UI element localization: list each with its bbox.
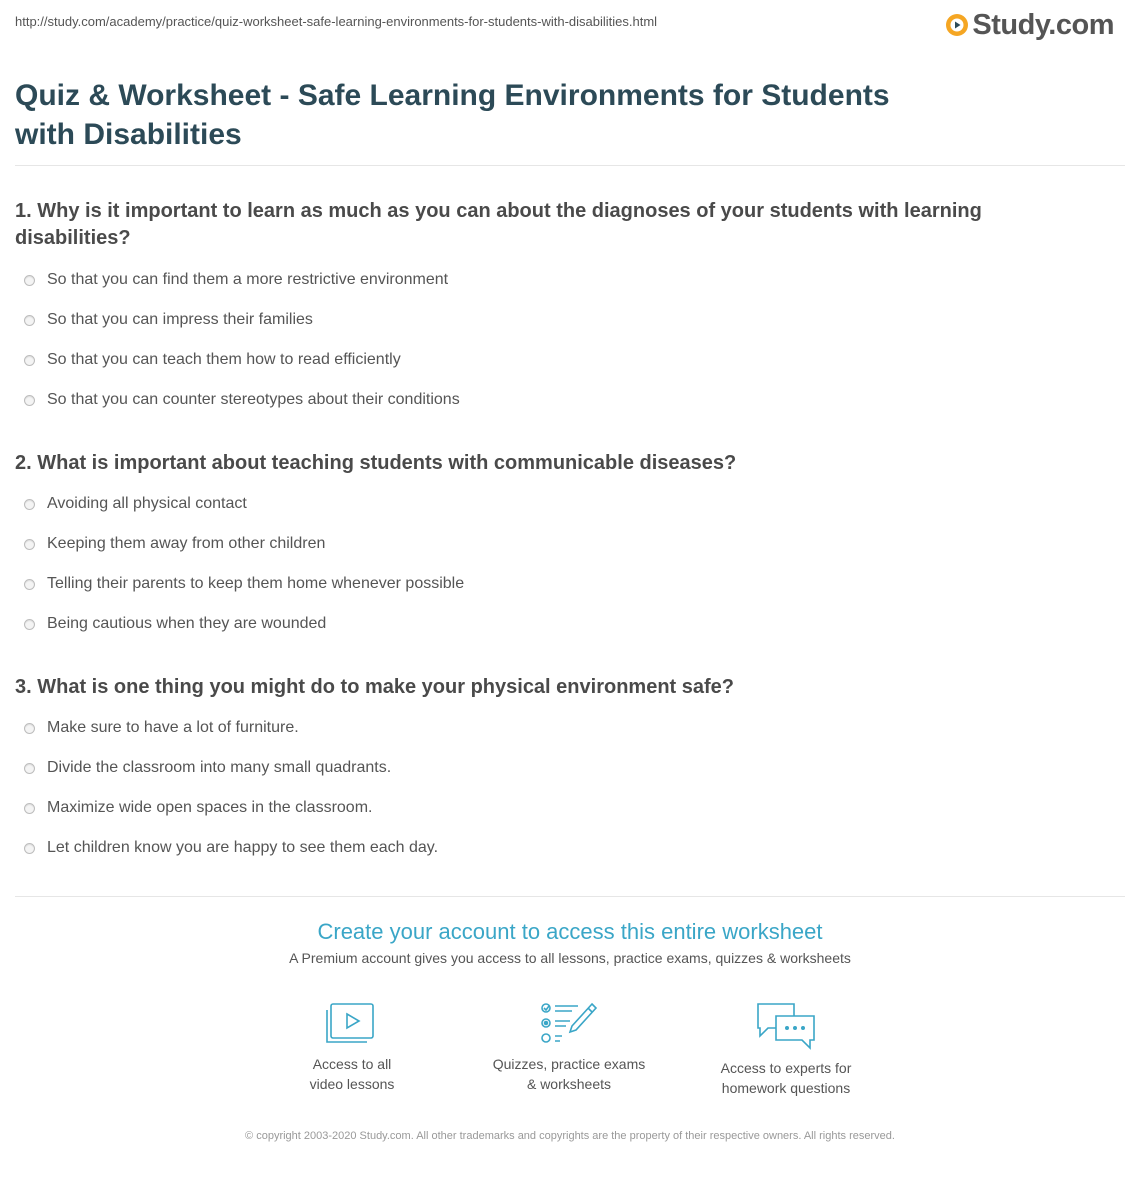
logo-text: Study.com bbox=[972, 9, 1114, 41]
page-title: Quiz & Worksheet - Safe Learning Environments for Students with Disabilities bbox=[15, 79, 890, 151]
option-label: So that you can counter stereotypes about their conditions bbox=[47, 391, 460, 408]
answer-option[interactable] bbox=[24, 533, 325, 555]
feature-quizzes bbox=[469, 1000, 669, 1094]
chat-bubbles-icon bbox=[754, 1000, 818, 1050]
option-label: So that you can teach them how to read efficiently bbox=[47, 351, 401, 368]
option-label: Make sure to have a lot of furniture. bbox=[47, 719, 299, 736]
video-lessons-icon bbox=[325, 1000, 379, 1046]
radio-button[interactable] bbox=[24, 355, 35, 366]
feature-label: Access to experts for homework questions bbox=[720, 1060, 852, 1096]
radio-button[interactable] bbox=[24, 395, 35, 406]
answer-option[interactable] bbox=[24, 757, 391, 779]
question-text: 2. What is important about teaching students with communicable diseases? bbox=[15, 452, 737, 474]
answer-option[interactable] bbox=[24, 613, 326, 635]
radio-button[interactable] bbox=[24, 539, 35, 550]
radio-button[interactable] bbox=[24, 499, 35, 510]
feature-video-lessons bbox=[252, 1000, 452, 1094]
radio-button[interactable] bbox=[24, 275, 35, 286]
answer-option[interactable] bbox=[24, 797, 372, 819]
answer-option[interactable] bbox=[24, 389, 460, 411]
cta-divider bbox=[15, 896, 1125, 897]
option-label: So that you can find them a more restrictive environment bbox=[47, 271, 449, 288]
radio-button[interactable] bbox=[24, 579, 35, 590]
radio-button[interactable] bbox=[24, 803, 35, 814]
study-logo[interactable] bbox=[945, 8, 1114, 42]
radio-button[interactable] bbox=[24, 315, 35, 326]
answer-option[interactable] bbox=[24, 837, 438, 859]
radio-button[interactable] bbox=[24, 619, 35, 630]
answer-option[interactable] bbox=[24, 493, 247, 515]
title-divider bbox=[15, 165, 1125, 166]
answer-option[interactable] bbox=[24, 309, 313, 331]
option-label: Avoiding all physical contact bbox=[47, 495, 247, 512]
play-logo-icon bbox=[945, 13, 969, 37]
option-label: Maximize wide open spaces in the classroom. bbox=[47, 799, 373, 816]
question-text: 3. What is one thing you might do to make your physical environment safe? bbox=[15, 676, 734, 698]
feature-experts bbox=[686, 1000, 886, 1098]
create-account-link[interactable]: Create your account to access this entire worksheet bbox=[317, 919, 823, 944]
option-label: Let children know you are happy to see them each day. bbox=[47, 839, 439, 856]
question-text: 1. Why is it important to learn as much as you can about the diagnoses of your students with learning disabilities? bbox=[15, 200, 982, 249]
option-label: Keeping them away from other children bbox=[47, 535, 326, 552]
copyright-footer: © copyright 2003-2020 Study.com. All other trademarks and copyrights are the property of their respective owners. All rights reserved. bbox=[245, 1130, 895, 1142]
quiz-checklist-icon bbox=[540, 1000, 598, 1046]
answer-option[interactable] bbox=[24, 717, 299, 739]
answer-option[interactable] bbox=[24, 573, 464, 595]
radio-button[interactable] bbox=[24, 723, 35, 734]
feature-label: Quizzes, practice exams & worksheets bbox=[492, 1056, 646, 1092]
answer-option[interactable] bbox=[24, 349, 401, 371]
option-label: Telling their parents to keep them home whenever possible bbox=[47, 575, 465, 592]
answer-option[interactable] bbox=[24, 269, 448, 291]
option-label: So that you can impress their families bbox=[47, 311, 313, 328]
radio-button[interactable] bbox=[24, 763, 35, 774]
option-label: Being cautious when they are wounded bbox=[47, 615, 327, 632]
radio-button[interactable] bbox=[24, 843, 35, 854]
feature-label: Access to all video lessons bbox=[309, 1056, 395, 1092]
premium-description: A Premium account gives you access to all lessons, practice exams, quizzes & worksheets bbox=[289, 950, 851, 966]
page-url: http://study.com/academy/practice/quiz-worksheet-safe-learning-environments-for-students-with-disabilities.html bbox=[15, 14, 658, 29]
option-label: Divide the classroom into many small quadrants. bbox=[47, 759, 392, 776]
